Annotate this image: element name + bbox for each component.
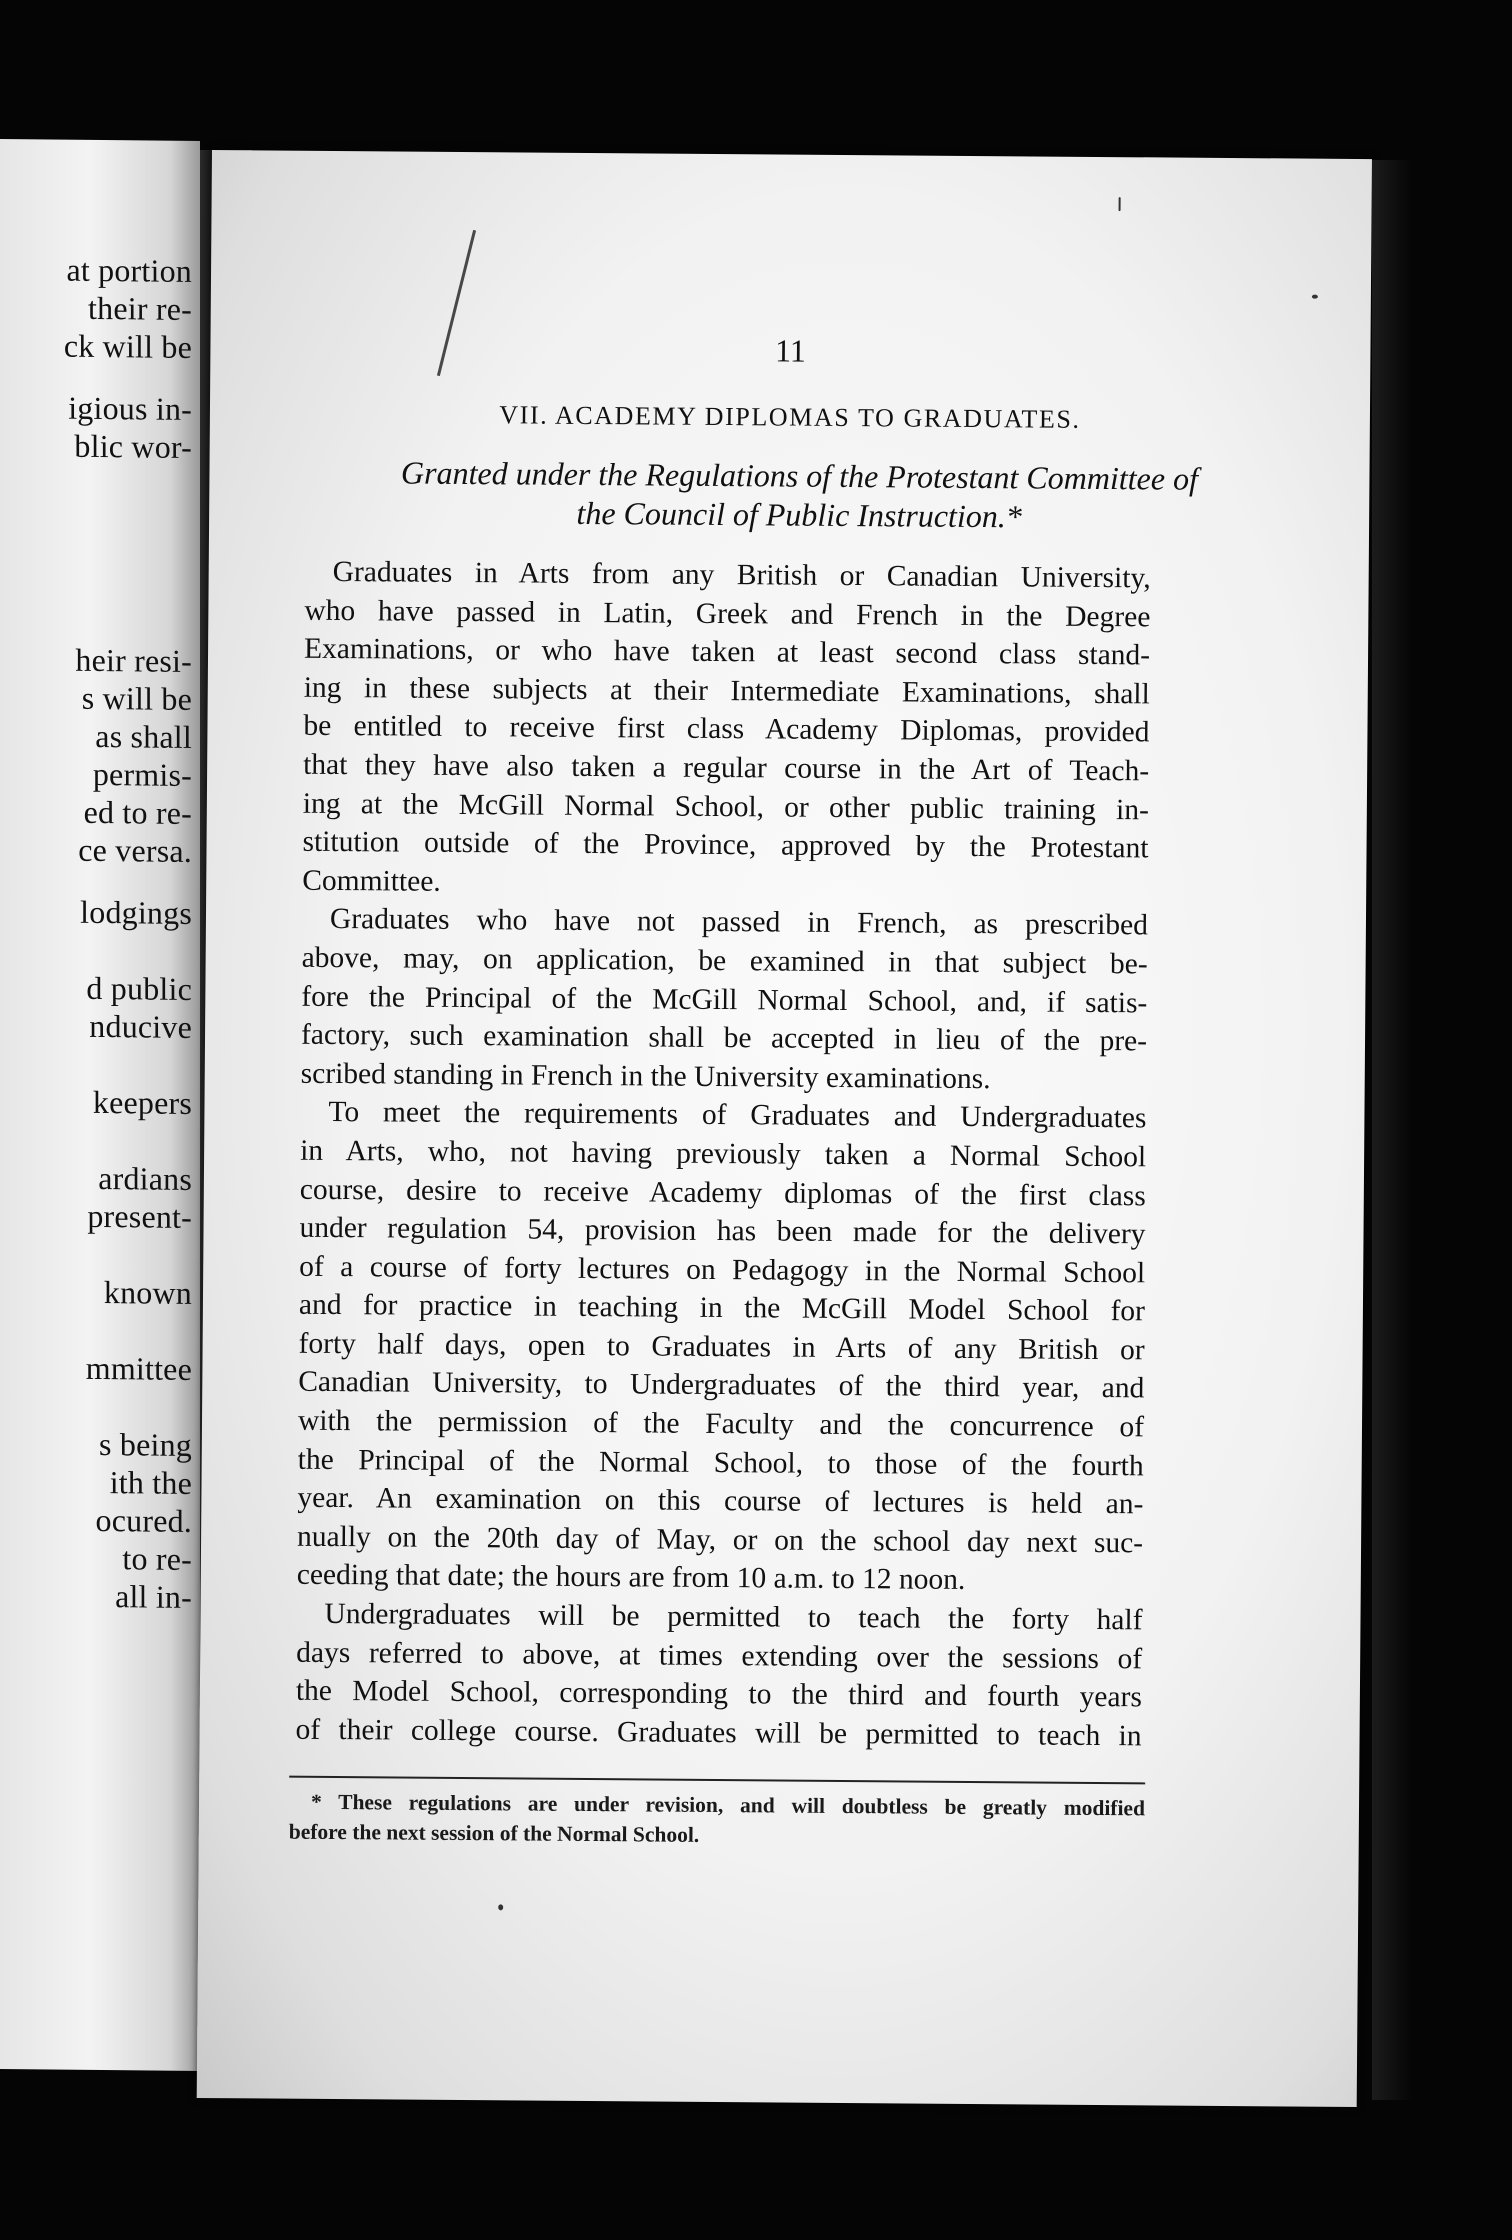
- left-facing-page: [0, 139, 200, 2071]
- paragraph-line: stitution outside of the Province, approved by the Protestant: [302, 825, 1149, 865]
- paragraph-line: year. An examination on this course of lectures is held an-: [297, 1481, 1144, 1521]
- dust-speck: [1312, 295, 1318, 299]
- dust-speck: [498, 1904, 503, 1910]
- left-page-line: ce versa.: [78, 831, 192, 869]
- left-page-line: ed to re-: [83, 793, 192, 831]
- paragraph-line: that they have also taken a regular course in the Art of Teach-: [303, 748, 1150, 788]
- paragraph-line: Undergraduates will be permitted to teach the forty half: [324, 1597, 1143, 1637]
- left-page-line: ocured.: [95, 1501, 192, 1539]
- paragraph-line: Graduates in Arts from any British or Canadian University,: [332, 555, 1151, 595]
- paragraph-line: nually on the 20th day of May, or on the school day next suc-: [296, 1520, 1144, 1560]
- dust-speck: [1119, 197, 1121, 211]
- footnote-line: before the next session of the Normal School.: [288, 1819, 700, 1847]
- paragraph-line: of their college course. Graduates will be permitted to teach in: [295, 1713, 1142, 1753]
- left-page-line: ardians: [98, 1159, 192, 1197]
- paragraph: [302, 553, 1151, 907]
- subtitle-line: Granted under the Regulations of the Protestant Committee of: [400, 454, 1199, 497]
- section-subtitle: [269, 452, 1330, 538]
- body-text: [295, 553, 1150, 1756]
- left-page-line: ith the: [109, 1464, 192, 1501]
- left-page-line: mmittee: [85, 1349, 192, 1387]
- footnote-divider: [289, 1776, 1145, 1785]
- left-page-line: their re-: [88, 289, 192, 327]
- subtitle-line: the Council of Public Instruction.*: [576, 494, 1022, 535]
- paragraph-line: ing at the McGill Normal School, or other public training in-: [302, 787, 1149, 826]
- paragraph-line: Committee.: [302, 864, 441, 898]
- page-number: 11: [774, 332, 806, 369]
- paragraph-line: in Arts, who, not having previously taken a Normal School: [300, 1134, 1147, 1174]
- left-page-line: blic wor-: [74, 427, 192, 465]
- paragraph-line: Graduates who have not passed in French, as prescribed: [329, 903, 1149, 942]
- left-page-line: permis-: [92, 755, 192, 793]
- left-page-line: s being: [99, 1425, 192, 1463]
- left-page-line: nducive: [89, 1007, 192, 1045]
- left-page-line: s will be: [81, 679, 192, 717]
- paragraph-line: course, desire to receive Academy diplomas of the first class: [299, 1173, 1146, 1212]
- section-heading: VII. ACADEMY DIPLOMAS TO GRADUATES.: [499, 400, 1081, 434]
- paragraph-line: and for practice in teaching in the McGill Model School for: [298, 1289, 1146, 1328]
- right-page-edge: [1372, 160, 1412, 2100]
- paragraph-line: forty half days, open to Graduates in Arts of any British or: [298, 1327, 1145, 1367]
- left-page-line: as shall: [95, 717, 192, 755]
- main-page: [197, 150, 1372, 2107]
- paragraph-line: be entitled to receive first class Academy Diplomas, provided: [303, 710, 1150, 749]
- paragraph-line: ceeding that date; the hours are from 10 a.m. to 12 noon.: [296, 1559, 966, 1597]
- paragraph-line: with the permission of the Faculty and the concurrence of: [297, 1404, 1145, 1444]
- paragraph-line: Canadian University, to Undergraduates of the third year, and: [298, 1366, 1145, 1405]
- paragraph-line: fore the Principal of the McGill Normal School, and, if satis-: [301, 980, 1148, 1019]
- left-page-line: to re-: [122, 1540, 192, 1577]
- left-page-line: ck will be: [63, 327, 192, 365]
- left-page-line: igious in-: [68, 389, 192, 427]
- footnote-line: * These regulations are under revision, and will doubtless be greatly modified: [310, 1789, 1146, 1821]
- paragraph-line: the Model School, corresponding to the third and fourth years: [295, 1674, 1142, 1714]
- paragraph-line: days referred to above, at times extending over the sessions of: [296, 1636, 1143, 1675]
- left-page-line: keepers: [92, 1083, 192, 1121]
- paragraph-line: Examinations, or who have taken at least second class stand-: [303, 632, 1151, 672]
- left-page-line: known: [103, 1274, 192, 1311]
- paragraph-line: of a course of forty lectures on Pedagogy in the Normal School: [299, 1250, 1146, 1290]
- left-page-line: heir resi-: [75, 641, 192, 679]
- paragraph-line: factory, such examination shall be accepted in lieu of the pre-: [300, 1018, 1148, 1058]
- paragraph-line: scribed standing in French in the University examinations.: [300, 1057, 991, 1095]
- paragraph-line: who have passed in Latin, Greek and French in the Degree: [304, 594, 1151, 633]
- footnote: [289, 1787, 1145, 1854]
- left-page-line: at portion: [66, 251, 192, 289]
- left-page-line: d public: [86, 969, 192, 1007]
- paragraph: [301, 900, 1148, 1100]
- left-page-line: all in-: [115, 1578, 192, 1615]
- paragraph: [295, 1595, 1142, 1756]
- paragraph: [297, 1093, 1147, 1601]
- paragraph-line: under regulation 54, provision has been made for the delivery: [299, 1211, 1146, 1251]
- left-page-line: lodgings: [80, 893, 192, 931]
- paragraph-line: ing in these subjects at their Intermediate Examinations, shall: [303, 671, 1150, 711]
- paragraph-line: To meet the requirements of Graduates and Undergraduates: [328, 1096, 1147, 1135]
- paragraph-line: the Principal of the Normal School, to those of the fourth: [297, 1443, 1144, 1483]
- paragraph-line: above, may, on application, be examined in that subject be-: [301, 941, 1148, 981]
- left-page-line: present-: [87, 1197, 192, 1235]
